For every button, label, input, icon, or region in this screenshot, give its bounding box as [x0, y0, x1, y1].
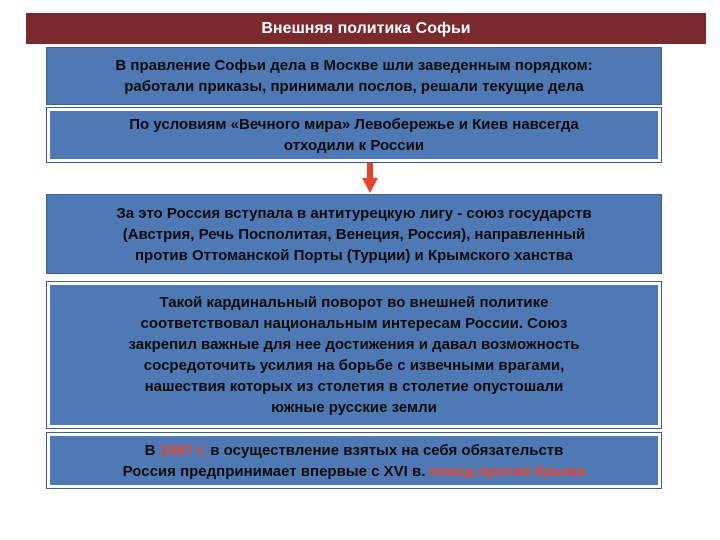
- box-eternal-peace: [47, 108, 661, 162]
- box-text-line: закрепил важные для нее достижения и давал возможность: [128, 336, 580, 353]
- box-text-segment: В: [144, 441, 160, 459]
- year-highlight: 1687 г.: [159, 441, 207, 459]
- down-arrow-icon: [362, 163, 378, 193]
- box-text-line: против Оттоманской Порты (Турции) и Крымского ханства: [135, 246, 573, 264]
- box-text-line: В правление Софьи дела в Москве шли заведенным порядком:: [115, 57, 593, 74]
- box-text-line: южные русские земли: [271, 399, 437, 416]
- box-text-line: сосредоточить усилия на борьбе с извечными врагами,: [143, 357, 565, 374]
- box-text-segment: в осуществление взятых на себя обязательств: [206, 441, 564, 459]
- campaign-highlight: поход против Крыма: [429, 462, 586, 480]
- box-crimean-campaign: [47, 433, 661, 488]
- box-national-interests: [47, 282, 661, 428]
- box-text-line: отходили к России: [283, 137, 425, 154]
- box-text-line: Такой кардинальный поворот во внешней политике: [159, 294, 549, 311]
- box-text-line: нашествия которых из столетия в столетие опустошали: [144, 378, 564, 395]
- box-text-segment: Россия предпринимает впервые с XVI в.: [122, 462, 430, 480]
- box-antiturkish-league: [47, 195, 661, 273]
- box-text-line: За это Россия вступала в антитурецкую лигу - союз государств: [116, 204, 592, 222]
- box-moscow-affairs: [47, 48, 661, 104]
- box-text-line: (Австрия, Речь Посполитая, Венеция, Россия), направленный: [122, 225, 586, 243]
- box-text-line: работали приказы, принимали послов, решали текущие дела: [124, 78, 584, 95]
- slide-title: Внешняя политика Софьи: [26, 13, 706, 44]
- box-text-line: соответствовал национальным интересам России. Союз: [140, 315, 568, 332]
- box-text-line: По условиям «Вечного мира» Левобережье и Киев навсегда: [129, 116, 579, 133]
